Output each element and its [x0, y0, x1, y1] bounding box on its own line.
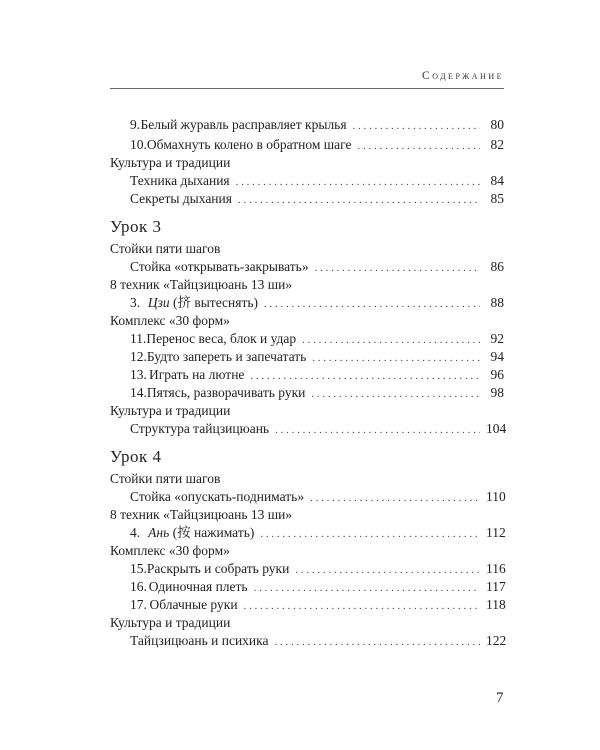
dot-leader — [312, 349, 480, 367]
running-header: Содержание — [422, 70, 504, 82]
entry-title: Тайцзицюань и психика — [130, 633, 269, 648]
section-heading: Комплекс «30 форм» — [110, 543, 230, 558]
toc-entry[interactable] — [110, 488, 504, 506]
section-heading: Стойки пяти шагов — [110, 471, 221, 486]
entry-page: 92 — [490, 331, 504, 346]
entry-number: 10. — [130, 137, 147, 152]
toc-entry[interactable] — [110, 560, 504, 578]
entry-title — [148, 294, 258, 312]
dot-leader — [238, 191, 480, 209]
dot-leader — [310, 489, 480, 507]
entry-title-rest: (按 нажимать) — [169, 525, 255, 540]
entry-page: 118 — [486, 597, 506, 612]
dot-leader — [264, 295, 480, 313]
entry-page: 117 — [486, 579, 506, 594]
entry-page: 98 — [490, 385, 504, 400]
entry-number: 14. — [130, 385, 147, 400]
toc-entry[interactable] — [110, 172, 504, 190]
dot-leader — [275, 421, 480, 439]
toc-entry[interactable] — [110, 136, 504, 154]
entry-title: Техника дыхания — [130, 173, 230, 188]
dot-leader — [311, 385, 480, 403]
entry-page: 82 — [490, 137, 504, 152]
entry-page: 122 — [486, 633, 507, 648]
page-number: 7 — [496, 690, 504, 706]
entry-number: 15. — [130, 561, 147, 576]
lesson-heading: Урок 3 — [110, 217, 162, 236]
dot-leader — [260, 525, 480, 543]
entry-page: 84 — [490, 173, 504, 188]
dot-leader — [358, 137, 480, 155]
dot-leader — [302, 331, 480, 349]
toc-entry[interactable] — [110, 420, 507, 438]
entry-number: 3. — [130, 295, 141, 310]
section-heading: 8 техник «Тайцзицюань 13 ши» — [110, 507, 293, 522]
toc-entry[interactable] — [110, 348, 504, 366]
toc-entry[interactable] — [110, 632, 507, 650]
entry-number: 9. — [130, 117, 141, 132]
entry-title: Пятясь, разворачивать руки — [146, 385, 306, 400]
entry-page: 112 — [486, 525, 506, 540]
dot-leader — [353, 117, 480, 135]
section-heading: Комплекс «30 форм» — [110, 313, 230, 328]
entry-title: Стойка «опускать-поднимать» — [130, 489, 305, 504]
toc-entry[interactable] — [110, 258, 504, 276]
dot-leader — [236, 173, 480, 191]
entry-page: 110 — [486, 489, 506, 504]
entry-number: 17. — [130, 597, 147, 612]
entry-page: 94 — [490, 349, 504, 364]
entry-page: 104 — [486, 421, 507, 436]
dot-leader — [295, 561, 480, 579]
entry-title: Перенос веса, блок и удар — [146, 331, 297, 346]
entry-page: 86 — [490, 259, 504, 274]
entry-page: 116 — [486, 561, 506, 576]
toc-entry[interactable] — [110, 190, 504, 208]
toc-entry[interactable] — [110, 578, 504, 596]
entry-title: Облачные руки — [149, 597, 238, 612]
entry-title-italic: Ань — [148, 525, 170, 540]
entry-title: Белый журавль расправляет крылья — [140, 117, 347, 132]
toc-entry[interactable] — [110, 330, 504, 348]
entry-title: Обмахнуть колено в обратном шаге — [146, 137, 352, 152]
section-heading: Стойки пяти шагов — [110, 241, 221, 256]
entry-title-rest: (挤 вытеснять) — [169, 295, 259, 310]
entry-title — [148, 524, 254, 542]
dot-leader — [315, 259, 480, 277]
dot-leader — [250, 367, 480, 385]
toc-entry[interactable] — [110, 294, 504, 312]
section-heading: 8 техник «Тайцзицюань 13 ши» — [110, 277, 293, 292]
dot-leader — [244, 597, 480, 615]
entry-number: 11. — [130, 331, 147, 346]
header-rule — [110, 88, 504, 89]
toc-entry[interactable] — [110, 596, 504, 614]
entry-page: 88 — [490, 295, 504, 310]
entry-page: 85 — [490, 191, 504, 206]
entry-title: Секреты дыхания — [130, 191, 232, 206]
toc-entry[interactable] — [110, 384, 504, 402]
dot-leader — [275, 633, 481, 651]
entry-title-italic: Цзи — [147, 295, 170, 310]
entry-number: 16. — [130, 579, 147, 594]
section-heading: Культура и традиции — [110, 403, 231, 418]
entry-number: 12. — [130, 349, 147, 364]
entry-title: Структура тайцзицюань — [130, 421, 270, 436]
toc-entry[interactable] — [110, 116, 504, 134]
entry-title: Одиночная плеть — [148, 579, 248, 594]
dot-leader — [254, 579, 480, 597]
entry-page: 96 — [490, 367, 504, 382]
entry-page: 80 — [490, 117, 504, 132]
entry-number: 4. — [130, 525, 141, 540]
entry-title: Стойка «открывать-закрывать» — [130, 259, 309, 274]
section-heading: Культура и традиции — [110, 155, 231, 170]
section-heading: Культура и традиции — [110, 615, 231, 630]
entry-title: Играть на лютне — [148, 367, 245, 382]
toc-entry[interactable] — [110, 524, 504, 542]
entry-title: Раскрыть и собрать руки — [146, 561, 290, 576]
entry-title: Будто запереть и запечатать — [146, 349, 307, 364]
lesson-heading: Урок 4 — [110, 447, 162, 466]
toc-entry[interactable] — [110, 366, 504, 384]
entry-number: 13. — [130, 367, 147, 382]
